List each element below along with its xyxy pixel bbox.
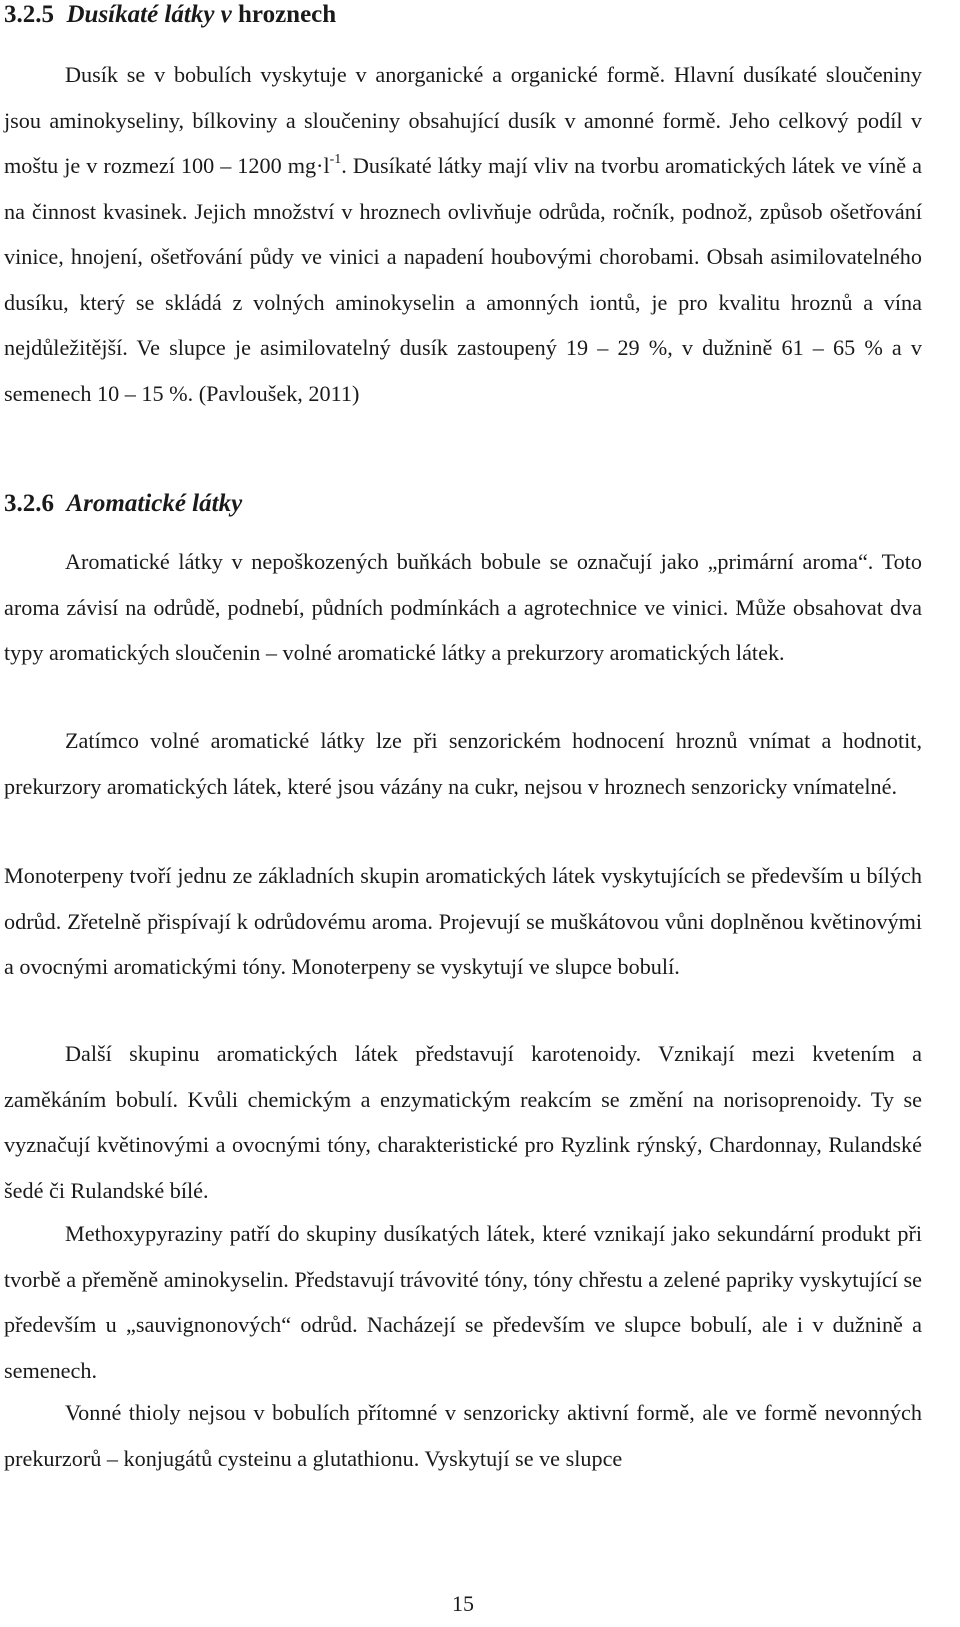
paragraph-nitrogen: Dusík se v bobulích vyskytuje v anorganické a organické formě. Hlavní dusíkaté sloučeniny jsou aminokyseliny, bílkoviny a sloučeniny obsahující dusík v amonné formě. Jeho celkový podíl v moštu je v rozmezí 100 – 1200 $mg\cdot l^{-1}$. Dusíkaté látky mají vliv na tvorbu aromatických látek ve víně a na činnost kvasinek. Jejich množství v hroznech ovlivňuje odrůda, ročník, podnož, způsob ošetřování vinice, hnojení, ošetřování půdy ve vinici a napadení houbovými chorobami. Obsah asimilovatelného dusíku, který se skládá z volných aminokyselin a amonných iontů, je pro kvalitu hroznů a vína nejdůležitější. Ve slupce je asimilovatelný dusík zastoupený 19 – 29 %, v dužnině 61 – 65 % a v semenech 10 – 15 %. (Pavloušek, 2011)	[4, 62, 922, 406]
section-title-italic: Aromatické látky	[66, 490, 243, 517]
paragraph-free-aromatics: Zatímco volné aromatické látky lze při senzorickém hodnocení hroznů vnímat a hodnotit, prekurzory aromatických látek, které jsou vázány na cukr, nejsou v hroznech senzoricky vnímatelné.	[4, 728, 922, 799]
section-heading-aromatic	[4, 489, 242, 519]
paragraph-carotenoids: Další skupinu aromatických látek představují karotenoidy. Vznikají mezi kvetením a zaměkáním bobulí. Kvůli chemickým a enzymatickým reakcím se změní na norisoprenoidy. Ty se vyznačují květinovými a ovocnými tóny, charakteristické pro Ryzlink rýnský, Chardonnay, Rulandské šedé či Rulandské bílé.	[4, 1041, 922, 1203]
paragraph-methoxypyrazines: Methoxypyraziny patří do skupiny dusíkatých látek, které vznikají jako sekundární produkt při tvorbě a přeměně aminokyselin. Představují trávovité tóny, tóny chřestu a zelené papriky vyskytující se především u „sauvignonových“ odrůd. Nacházejí se především ve slupce bobulí, ale i v dužnině a semenech.	[4, 1221, 922, 1383]
paragraph-thiols: Vonné thioly nejsou v bobulích přítomné v senzoricky aktivní formě, ale ve formě nevonných prekurzorů – konjugátů cysteinu a glutathionu. Vyskytují se ve slupce	[4, 1400, 922, 1471]
paragraph-primary-aroma: Aromatické látky v nepoškozených buňkách bobule se označují jako „primární aroma“. Toto aroma závisí na odrůdě, podnebí, půdních podmínkách a agrotechnice ve vinici. Může obsahovat dva typy aromatických sloučenin – volné aromatické látky a prekurzory aromatických látek.	[4, 549, 922, 665]
section-title-italic: Dusíkaté látky v	[66, 1, 232, 28]
section-number: 3.2.6	[4, 490, 54, 517]
section-number: 3.2.5	[4, 1, 54, 28]
paragraph-monoterpenes: Monoterpeny tvoří jednu ze základních skupin aromatických látek vyskytujících se především u bílých odrůd. Zřetelně přispívají k odrůdovému aroma. Projevují se muškátovou vůni doplněnou květinovými a ovocnými aromatickými tóny. Monoterpeny se vyskytují ve slupce bobulí.	[4, 863, 922, 979]
section-heading-nitrogen	[4, 0, 336, 30]
superscript-exponent: -1	[329, 151, 342, 167]
section-title-plain: hroznech	[231, 1, 337, 28]
page-number: 15	[452, 1591, 474, 1616]
